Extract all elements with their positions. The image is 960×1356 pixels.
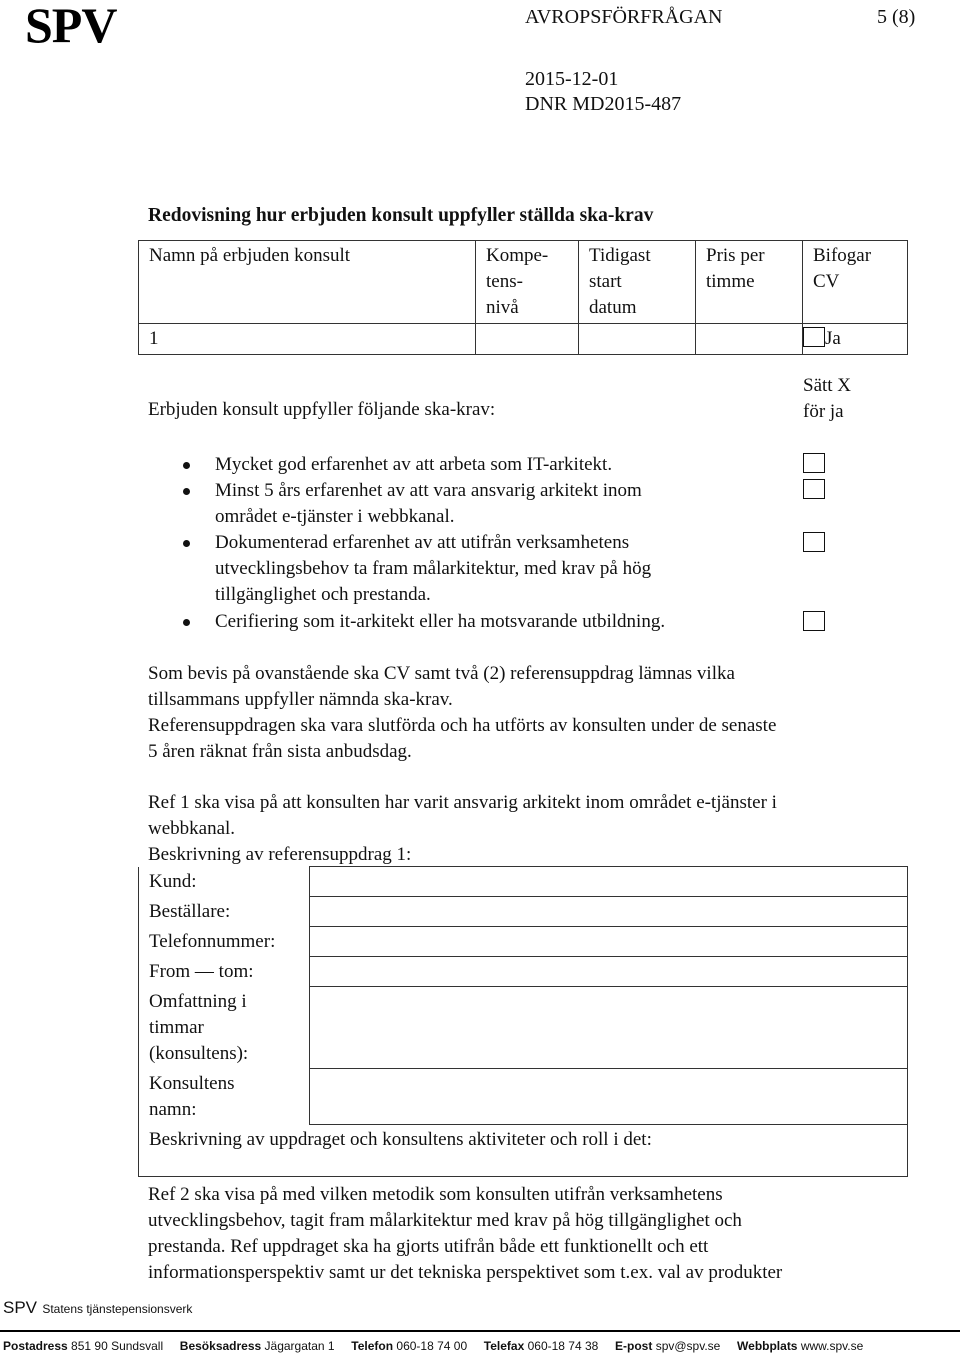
requirement-item-3: Dokumenterad erfarenhet av att utifrån verksamhetens utvecklingsbehov ta fram målarkitektur, med krav på hög tillgänglighet och prestanda. (215, 532, 652, 605)
spv-logo: SPV (25, 0, 117, 53)
reference-period-paragraph: Referensuppdragen ska vara slutförda och ha utförts av konsulten under de senaste 5 åren räknat från sista anbudsdag. (148, 715, 777, 762)
mark-instruction: Sätt X för ja (803, 375, 852, 422)
page-number: 5 (8) (877, 6, 916, 28)
hours-field[interactable] (310, 987, 908, 1069)
phone-field[interactable] (310, 927, 908, 957)
hours-label: Omfattning i timmar (konsultens): (139, 987, 310, 1069)
orderer-label: Beställare: (139, 897, 310, 927)
bullet-icon (183, 488, 190, 495)
requirement-3-checkbox[interactable] (803, 532, 825, 552)
row-number: 1 (139, 324, 476, 355)
ref2-paragraph: Ref 2 ska visa på med vilken metodik som konsulten utifrån verksamhetens utvecklingsbehov, tagit fram målarkitektur med krav på hög tillgänglighet och prestanda. Ref uppdraget ska ha gjorts utifrån både ett funktionellt och ett informationsperspektiv samt ur det tekniska perspektivet som t.ex. val av produkter (148, 1184, 783, 1283)
requirement-item-1: Mycket god erfarenhet av att arbeta som IT-arkitekt. (215, 454, 613, 475)
requirement-item-2: Minst 5 års erfarenhet av att vara ansvarig arkitekt inom området e-tjänster i webbkanal. (215, 480, 642, 527)
header-consultant-name: Namn på erbjuden konsult (139, 241, 476, 324)
consultant-table (138, 240, 908, 355)
header-hourly-price: Pris per timme (696, 241, 803, 324)
footer-organization: SPV Statens tjänstepensionsverk (3, 1298, 193, 1317)
orderer-field[interactable] (310, 897, 908, 927)
requirement-2-checkbox[interactable] (803, 479, 825, 499)
header-competence: Kompe- tens- nivå (476, 241, 579, 324)
cv-yes-label: Ja (825, 328, 841, 349)
requirement-4-checkbox[interactable] (803, 611, 825, 631)
section-title: Redovisning hur erbjuden konsult uppfyller ställda ska-krav (148, 205, 654, 226)
price-cell[interactable] (696, 324, 803, 355)
proof-paragraph: Som bevis på ovanstående ska CV samt två (2) referensuppdrag lämnas vilka tillsammans uppfyller nämnda ska-krav. (148, 663, 735, 710)
email-link[interactable]: spv@spv.se (655, 1339, 721, 1353)
document-date: 2015-12-01 (525, 68, 619, 90)
footer-contact: Postadress 851 90 Sundsvall Besöksadress Jägargatan 1 Telefon 060-18 74 00 Telefax 060-18 74 38 E-post spv@spv.se Webbplats www.spv.se (3, 1339, 864, 1353)
assignment-description-field[interactable] (139, 1125, 908, 1177)
assignment-description-label: Beskrivning av uppdraget och konsultens aktiviteter och roll i det: (149, 1129, 652, 1150)
phone-label: Telefonnummer: (139, 927, 310, 957)
header-start-date: Tidigast start datum (579, 241, 696, 324)
start-date-cell[interactable] (579, 324, 696, 355)
customer-label: Kund: (139, 867, 310, 897)
requirement-item-4: Cerifiering som it-arkitekt eller ha motsvarande utbildning. (215, 611, 666, 632)
customer-field[interactable] (310, 867, 908, 897)
cv-cell (803, 324, 908, 355)
requirement-1-checkbox[interactable] (803, 453, 825, 473)
document-type: AVROPSFÖRFRÅGAN (525, 6, 723, 28)
bullet-icon (183, 540, 190, 547)
cv-yes-checkbox[interactable] (803, 327, 825, 347)
competence-cell[interactable] (476, 324, 579, 355)
consultant-name-label: Konsultens namn: (139, 1069, 310, 1125)
from-to-label: From — tom: (139, 957, 310, 987)
bullet-icon (183, 619, 190, 626)
consultant-name-field[interactable] (310, 1069, 908, 1125)
bullet-icon (183, 462, 190, 469)
reference-form-table (138, 866, 908, 1177)
ref1-paragraph: Ref 1 ska visa på att konsulten har varit ansvarig arkitekt inom området e-tjänster i webbkanal. Beskrivning av referensuppdrag 1: (148, 790, 908, 868)
ref1-description-heading: Beskrivning av referensuppdrag 1: (148, 844, 412, 865)
website-link[interactable]: www.spv.se (800, 1339, 864, 1353)
footer-divider (0, 1330, 960, 1332)
requirements-intro: Erbjuden konsult uppfyller följande ska-krav: (148, 399, 496, 420)
document-dnr: DNR MD2015-487 (525, 93, 682, 115)
header-attach-cv: Bifogar CV (803, 241, 908, 324)
from-to-field[interactable] (310, 957, 908, 987)
